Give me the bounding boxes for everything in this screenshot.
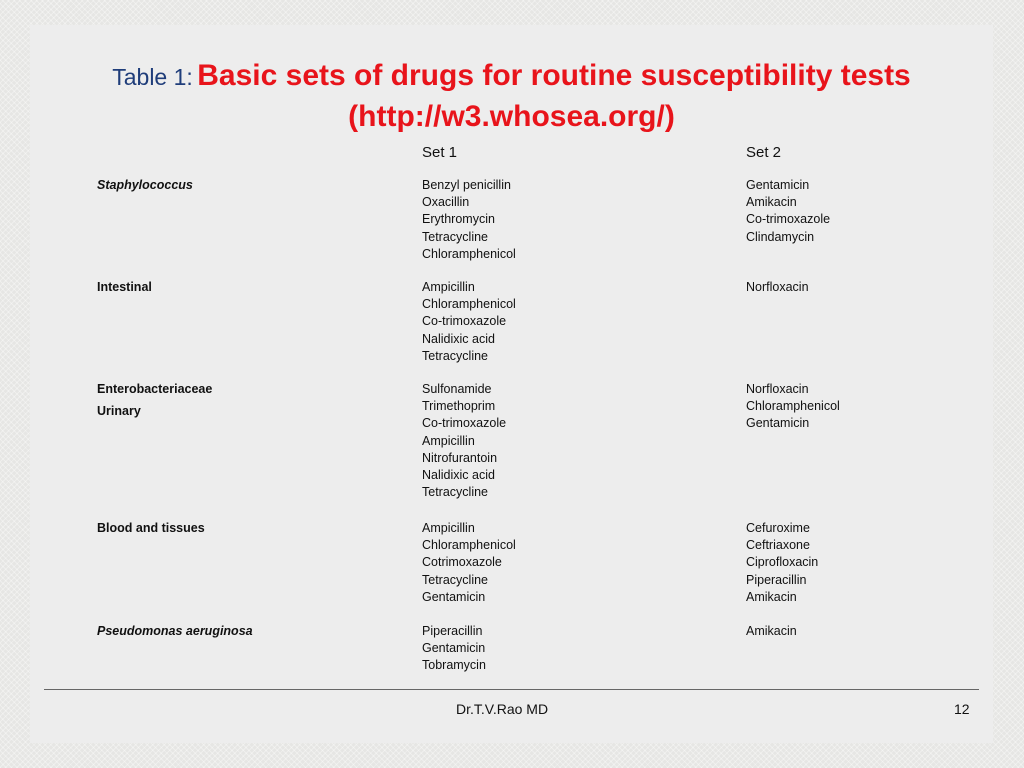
organism-label: Intestinal xyxy=(97,280,152,294)
drug-sets-table xyxy=(30,25,993,743)
set2-drug-list xyxy=(746,279,809,296)
drug-item: Chloramphenicol xyxy=(422,297,516,312)
drug-item: Co-trimoxazole xyxy=(422,314,507,329)
set2-drug-list xyxy=(746,623,797,640)
drug-item: Sulfonamide xyxy=(422,382,492,396)
drug-item: Amikacin xyxy=(746,195,797,210)
drug-item: Erythromycin xyxy=(422,212,495,227)
drug-item: Ciprofloxacin xyxy=(746,555,819,570)
footer-divider xyxy=(44,689,979,690)
title-prefix: Table 1: xyxy=(112,64,193,90)
drug-item: Norfloxacin xyxy=(746,382,809,396)
drug-item: Clindamycin xyxy=(746,229,815,244)
drug-item: Piperacillin xyxy=(746,572,807,587)
drug-item: Chloramphenicol xyxy=(422,538,516,553)
drug-item: Tobramycin xyxy=(422,658,486,673)
drug-item: Tetracycline xyxy=(422,572,488,587)
drug-item: Ampicillin xyxy=(422,280,475,294)
drug-item: Ceftriaxone xyxy=(746,538,810,553)
drug-item: Amikacin xyxy=(746,589,797,604)
title-main: Basic sets of drugs for routine susceptibility tests (http://w3.whosea.org/) xyxy=(197,59,911,133)
drug-item: Norfloxacin xyxy=(746,280,809,294)
organism-label: Pseudomonas aeruginosa xyxy=(97,624,253,638)
drug-item: Co-trimoxazole xyxy=(422,416,507,431)
drug-item: Benzyl penicillin xyxy=(422,178,511,192)
drug-item: Nitrofurantoin xyxy=(422,450,498,465)
drug-item: Nalidixic acid xyxy=(422,468,495,483)
drug-item: Cefuroxime xyxy=(746,521,810,535)
drug-item: Ampicillin xyxy=(422,433,475,448)
drug-item: Tetracycline xyxy=(422,348,488,363)
set1-drug-list xyxy=(422,279,516,365)
drug-item: Amikacin xyxy=(746,624,797,638)
set2-drug-list xyxy=(746,520,818,606)
organism-label: Blood and tissues xyxy=(97,521,205,535)
drug-item: Chloramphenicol xyxy=(422,246,516,261)
set1-drug-list xyxy=(422,177,516,263)
footer-author: Dr.T.V.Rao MD xyxy=(456,701,549,717)
drug-item: Oxacillin xyxy=(422,195,470,210)
column-header-set-1: Set 1 xyxy=(422,144,458,161)
set1-drug-list xyxy=(422,520,516,606)
drug-item: Trimethoprim xyxy=(422,399,496,414)
drug-item: Nalidixic acid xyxy=(422,331,495,346)
drug-item: Piperacillin xyxy=(422,624,483,638)
set2-drug-list xyxy=(746,177,830,246)
organism-label: Enterobacteriaceae xyxy=(97,382,213,396)
drug-item: Tetracycline xyxy=(422,229,488,244)
drug-item: Co-trimoxazole xyxy=(746,212,831,227)
organism-label: Staphylococcus xyxy=(97,178,193,192)
organism-sublabel: Urinary xyxy=(97,404,141,418)
drug-item: Gentamicin xyxy=(746,178,810,192)
drug-item: Gentamicin xyxy=(746,416,810,431)
page-number: 12 xyxy=(954,701,970,717)
drug-item: Gentamicin xyxy=(422,589,486,604)
set2-drug-list xyxy=(746,381,840,433)
drug-item: Ampicillin xyxy=(422,521,475,535)
set1-drug-list xyxy=(422,381,506,501)
set1-drug-list xyxy=(422,623,486,675)
drug-item: Cotrimoxazole xyxy=(422,555,502,570)
drug-item: Gentamicin xyxy=(422,641,486,656)
slide xyxy=(30,25,993,743)
drug-item: Chloramphenicol xyxy=(746,399,840,414)
column-header-set-2: Set 2 xyxy=(746,144,782,161)
drug-item: Tetracycline xyxy=(422,485,488,500)
